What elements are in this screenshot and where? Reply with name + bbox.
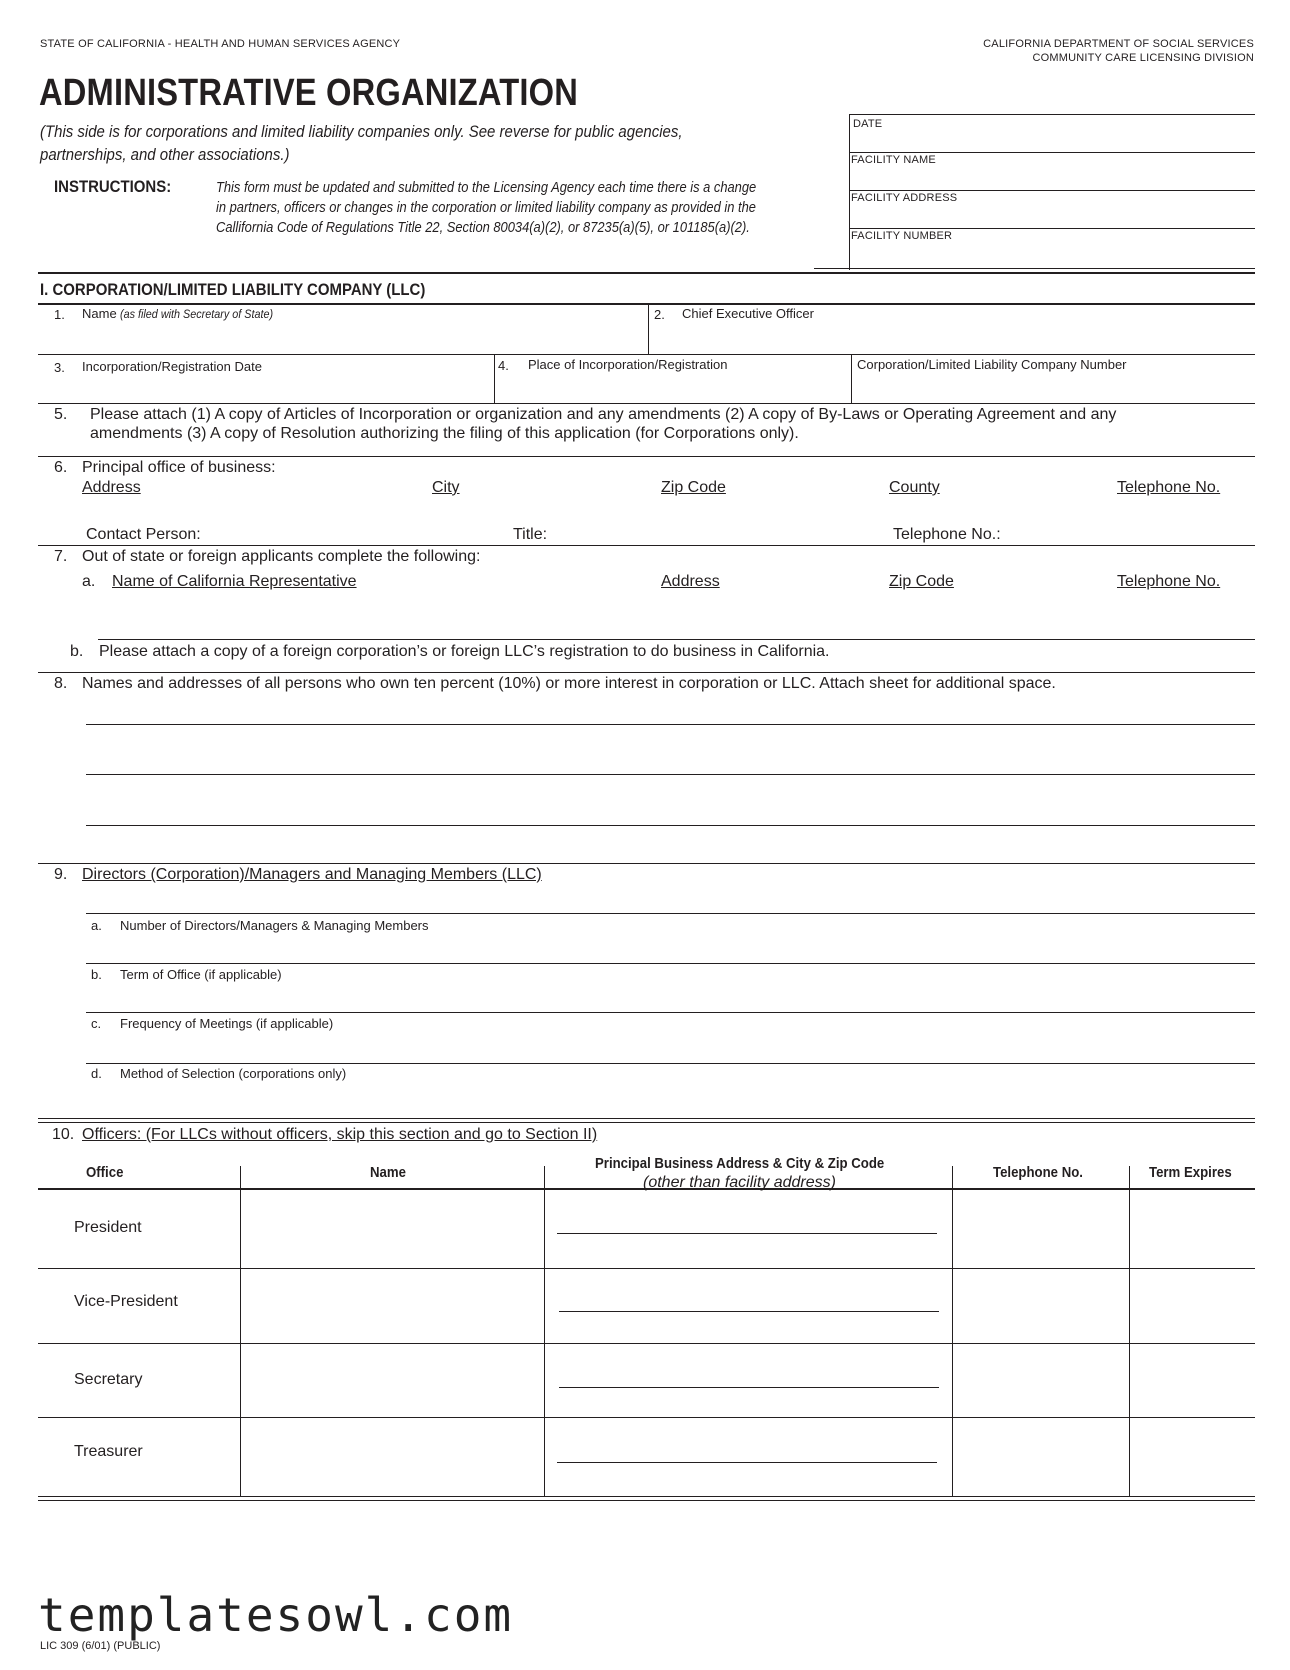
field-2-ceo[interactable]: Chief Executive Officer xyxy=(682,306,814,321)
owners-line-3[interactable] xyxy=(86,825,1255,826)
field-6-zip[interactable]: Zip Code xyxy=(661,479,726,496)
row-5-bottom xyxy=(38,456,1255,457)
field-9c-meeting-frequency[interactable]: Frequency of Meetings (if applicable) xyxy=(120,1016,334,1031)
field-1-number: 1. xyxy=(54,307,65,322)
field-9d-selection-method[interactable]: Method of Selection (corporations only) xyxy=(120,1066,347,1081)
agency-right-1: CALIFORNIA DEPARTMENT OF SOCIAL SERVICES xyxy=(983,38,1254,50)
vice-president-address-line[interactable] xyxy=(559,1311,939,1312)
field-7a-zip[interactable]: Zip Code xyxy=(889,573,954,590)
field-7a-telephone[interactable]: Telephone No. xyxy=(1117,573,1221,590)
field-9b-term-of-office[interactable]: Term of Office (if applicable) xyxy=(120,967,282,982)
field-7a-line[interactable] xyxy=(98,639,1255,640)
row-6-bottom xyxy=(38,545,1255,546)
date-line[interactable] xyxy=(849,152,1255,153)
field-7a-representative[interactable]: Name of California Representative xyxy=(112,573,357,590)
field-1-note: (as filed with Secretary of State) xyxy=(120,307,274,321)
owners-line-2[interactable] xyxy=(86,774,1255,775)
field-6-city[interactable]: City xyxy=(432,479,460,496)
section-1-top-rule xyxy=(38,272,1255,274)
watermark: templatesowl.com xyxy=(38,1588,514,1642)
page-title: ADMINISTRATIVE ORGANIZATION xyxy=(39,72,579,114)
col-address-note: (other than facility address) xyxy=(643,1174,836,1191)
field-5-number: 5. xyxy=(54,406,68,423)
facility-number-label: FACILITY NUMBER xyxy=(851,230,953,242)
row-vice-president-bottom xyxy=(38,1343,1255,1344)
field-6-number: 6. xyxy=(54,459,68,476)
agency-right-2: COMMUNITY CARE LICENSING DIVISION xyxy=(1032,52,1254,64)
field-7-label: Out of state or foreign applicants complete the following: xyxy=(82,548,481,565)
table-divider-1 xyxy=(240,1166,241,1496)
section-1-heading: I. CORPORATION/LIMITED LIABILITY COMPANY (LLC) xyxy=(40,280,426,299)
row-7-bottom xyxy=(38,672,1255,673)
facility-number-line[interactable] xyxy=(814,268,1255,269)
field-1-2-divider xyxy=(648,304,649,354)
field-6-contact-telephone[interactable]: Telephone No.: xyxy=(893,526,1001,543)
field-3-4-divider xyxy=(494,355,495,403)
row-president: President xyxy=(74,1219,142,1236)
row-secretary-bottom xyxy=(38,1417,1255,1418)
subtitle-line-2: partnerships, and other associations.) xyxy=(40,145,290,164)
col-office: Office xyxy=(86,1164,124,1181)
subtitle-line-1: (This side is for corporations and limited liability companies only. See reverse for public agencies, xyxy=(40,122,683,141)
field-6-address[interactable]: Address xyxy=(82,479,141,496)
instructions-line-3: Callifornia Code of Regulations Title 22, Section 80034(a)(2), or 87235(a)(5), or 101185(a)(2). xyxy=(216,219,750,236)
facility-address-line[interactable] xyxy=(849,228,1255,229)
field-6-title[interactable]: Title: xyxy=(513,526,548,543)
field-1-name[interactable] xyxy=(82,306,290,321)
instructions-line-1: This form must be updated and submitted to the Licensing Agency each time there is a change xyxy=(216,179,757,196)
field-9-label: Directors (Corporation)/Managers and Managing Members (LLC) xyxy=(82,866,542,883)
field-7a-address[interactable]: Address xyxy=(661,573,720,590)
table-divider-4 xyxy=(1129,1166,1130,1496)
field-9a-line xyxy=(86,963,1255,964)
row-8-bottom xyxy=(38,863,1255,864)
row-9-bottom-1 xyxy=(38,1118,1255,1119)
facility-name-label: FACILITY NAME xyxy=(851,154,936,166)
field-9c-line xyxy=(86,1063,1255,1064)
form-id: LIC 309 (6/01) (PUBLIC) xyxy=(40,1640,161,1652)
owners-line-1[interactable] xyxy=(86,724,1255,725)
date-label: DATE xyxy=(853,118,883,130)
field-7b-number: b. xyxy=(70,643,84,660)
field-2-number: 2. xyxy=(654,307,665,322)
field-5-line-1: Please attach (1) A copy of Articles of Incorporation or organization and any amendments (2) A copy of By-Laws or Operating Agreement and any xyxy=(90,406,1117,423)
instructions-line-2: in partners, officers or changes in the corporation or limited liability company as provided in the xyxy=(216,199,756,216)
treasurer-address-line[interactable] xyxy=(557,1462,937,1463)
field-1-label: Name xyxy=(82,306,117,321)
field-6-county[interactable]: County xyxy=(889,479,940,496)
field-7b-label: Please attach a copy of a foreign corporation’s or foreign LLC’s registration to do business in California. xyxy=(99,643,830,660)
secretary-address-line[interactable] xyxy=(559,1387,939,1388)
facility-box-top xyxy=(849,114,1255,115)
row-secretary: Secretary xyxy=(74,1371,143,1388)
field-9d-number: d. xyxy=(91,1066,102,1081)
row-vice-president: Vice-President xyxy=(74,1293,178,1310)
table-divider-2 xyxy=(544,1166,545,1496)
field-3-number: 3. xyxy=(54,360,65,375)
field-5-line-2: amendments (3) A copy of Resolution authorizing the filing of this application (for Corporations only). xyxy=(90,425,799,442)
table-divider-3 xyxy=(952,1166,953,1496)
agency-left: STATE OF CALIFORNIA - HEALTH AND HUMAN SERVICES AGENCY xyxy=(40,38,401,50)
row-2-bottom xyxy=(38,403,1255,404)
section-1-heading-rule xyxy=(38,303,1255,305)
col-name: Name xyxy=(370,1164,406,1181)
field-9-number: 9. xyxy=(54,866,68,883)
row-1-bottom xyxy=(38,354,1255,355)
field-3-incorporation-date[interactable]: Incorporation/Registration Date xyxy=(82,359,262,374)
col-address: Principal Business Address & City & Zip Code xyxy=(595,1155,885,1172)
field-9b-line xyxy=(86,1012,1255,1013)
president-address-line[interactable] xyxy=(557,1233,937,1234)
facility-name-line[interactable] xyxy=(849,190,1255,191)
field-6-telephone[interactable]: Telephone No. xyxy=(1117,479,1221,496)
field-9b-number: b. xyxy=(91,967,102,982)
field-corp-number[interactable]: Corporation/Limited Liability Company Number xyxy=(857,357,1127,372)
table-bottom-2 xyxy=(38,1500,1255,1501)
field-4-place-of-incorporation[interactable]: Place of Incorporation/Registration xyxy=(528,357,728,372)
instructions-label: INSTRUCTIONS: xyxy=(54,177,172,196)
table-bottom-1 xyxy=(38,1496,1255,1497)
row-treasurer: Treasurer xyxy=(74,1443,143,1460)
col-telephone: Telephone No. xyxy=(993,1164,1083,1181)
facility-address-label: FACILITY ADDRESS xyxy=(851,192,958,204)
field-8-number: 8. xyxy=(54,675,68,692)
field-10-number: 10. xyxy=(52,1126,75,1143)
row-9-bottom-2 xyxy=(38,1122,1255,1123)
field-9c-number: c. xyxy=(91,1016,102,1031)
row-president-bottom xyxy=(38,1268,1255,1269)
field-4-number: 4. xyxy=(498,358,509,373)
table-header-rule xyxy=(38,1188,1255,1190)
field-6-contact-person[interactable]: Contact Person: xyxy=(86,526,201,543)
field-9a-number: a. xyxy=(91,918,102,933)
field-10-label: Officers: (For LLCs without officers, skip this section and go to Section II) xyxy=(82,1126,598,1143)
col-term-expires: Term Expires xyxy=(1149,1164,1232,1181)
field-9-line xyxy=(86,913,1255,914)
field-7-number: 7. xyxy=(54,548,68,565)
field-9a-directors-count[interactable]: Number of Directors/Managers & Managing Members xyxy=(120,918,429,933)
field-8-label: Names and addresses of all persons who own ten percent (10%) or more interest in corporation or LLC. Attach sheet for additional space. xyxy=(82,675,1056,692)
field-7a-number: a. xyxy=(82,573,96,590)
field-4-5-divider xyxy=(851,355,852,403)
field-6-label: Principal office of business: xyxy=(82,459,276,476)
facility-box-left xyxy=(849,114,850,270)
